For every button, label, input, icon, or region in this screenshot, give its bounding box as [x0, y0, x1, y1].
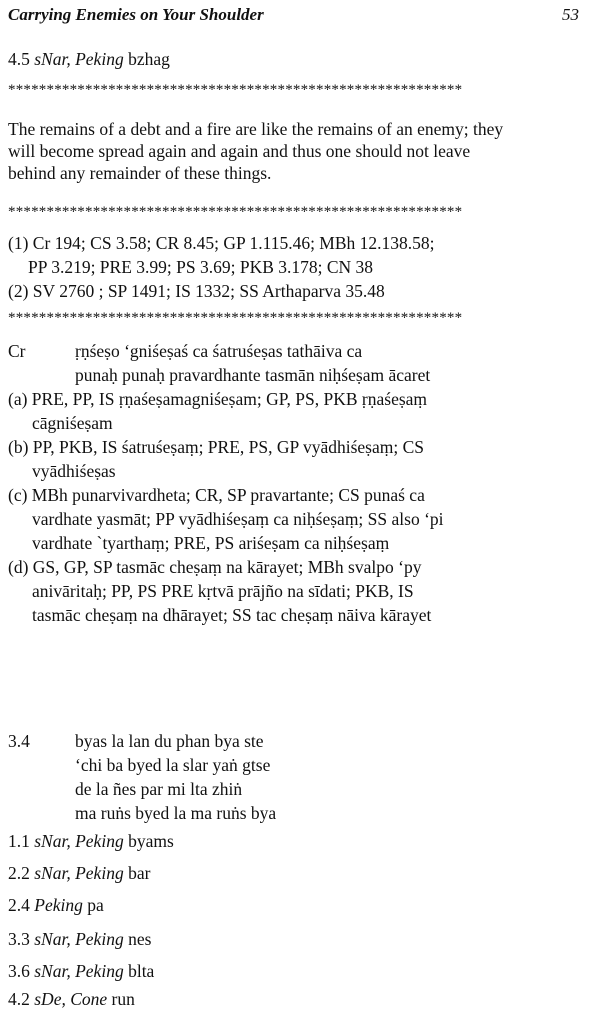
- note-number: 4.2: [8, 989, 30, 1009]
- tibetan-verse-line: ma ruṅs byed la ma ruṅs bya: [75, 803, 277, 823]
- variant-note: [8, 960, 154, 982]
- sanskrit-variant-line: vardhate yasmāt; PP vyādhiśeṣaṃ ca niḥśeṣaṃ; SS also ‘pi: [32, 509, 444, 529]
- sanskrit-variant-line: anivāritaḥ; PP, PS PRE kṛtvā prājño na sīdati; PKB, IS: [32, 581, 414, 601]
- sanskrit-source-label: Cr: [8, 341, 26, 361]
- note-value: bar: [128, 863, 151, 883]
- translation-line: behind any remainder of these things.: [8, 163, 272, 183]
- variant-note: [8, 894, 104, 916]
- sanskrit-variant-line: (c) MBh punarvivardheta; CR, SP pravartante; CS punaś ca: [8, 485, 425, 505]
- tibetan-verse-line: ‘chi ba byed la slar yaṅ gtse: [75, 755, 271, 775]
- note-value: byams: [128, 831, 174, 851]
- note-value: nes: [128, 929, 152, 949]
- sanskrit-variant-line: vardhate `tyarthaṃ; PRE, PS ariśeṣam ca niḥśeṣaṃ: [32, 533, 390, 553]
- running-header-title: Carrying Enemies on Your Shoulder: [8, 5, 264, 24]
- star-divider: ***********************************************************: [8, 82, 463, 98]
- page-number: 53: [562, 5, 579, 24]
- star-divider: ***********************************************************: [8, 310, 463, 326]
- note-source: sNar, Peking: [34, 863, 124, 883]
- note-number: 2.4: [8, 895, 30, 915]
- note-number: 1.1: [8, 831, 30, 851]
- reference-line: (1) Cr 194; CS 3.58; CR 8.45; GP 1.115.46; MBh 12.138.58;: [8, 233, 435, 253]
- note-number: 2.2: [8, 863, 30, 883]
- translation-line: The remains of a debt and a fire are like the remains of an enemy; they: [8, 119, 504, 139]
- note-value: run: [111, 989, 135, 1009]
- note-source: sNar, Peking: [34, 831, 124, 851]
- sanskrit-variant-line: (b) PP, PKB, IS śatruśeṣaṃ; PRE, PS, GP vyādhiśeṣaṃ; CS: [8, 437, 425, 457]
- tibetan-verse-line: de la ñes par mi lta zhiṅ: [75, 779, 243, 799]
- sanskrit-variant-line: tasmāc cheṣaṃ na dhārayet; SS tac cheṣaṃ nāiva kārayet: [32, 605, 432, 625]
- sanskrit-variant-line: (a) PRE, PP, IS ṛṇaśeṣamagniśeṣam; GP, PS, PKB ṛṇaśeṣaṃ: [8, 389, 428, 409]
- variant-note: [8, 830, 174, 852]
- tibetan-verse-label: 3.4: [8, 731, 30, 751]
- sanskrit-verse-line: punaḥ punaḥ pravardhante tasmān niḥśeṣam ācaret: [75, 365, 431, 385]
- note-source: sDe, Cone: [34, 989, 108, 1009]
- variant-note: [8, 862, 150, 884]
- tibetan-verse-line: byas la lan du phan bya ste: [75, 731, 264, 751]
- note-number: 4.5: [8, 49, 30, 69]
- note-source: Peking: [34, 895, 83, 915]
- sanskrit-variant-line: cāgniśeṣam: [32, 413, 113, 433]
- variant-note: [8, 48, 170, 70]
- translation-paragraph: [8, 118, 598, 184]
- note-value: bzhag: [128, 49, 170, 69]
- sanskrit-variant-line: vyādhiśeṣas: [32, 461, 116, 481]
- sanskrit-verse-line: ṛṇśeṣo ‘gniśeṣaś ca śatruśeṣas tathāiva ca: [75, 341, 363, 361]
- reference-line: (2) SV 2760 ; SP 1491; IS 1332; SS Arthaparva 35.48: [8, 281, 385, 301]
- note-value: pa: [87, 895, 104, 915]
- note-source: sNar, Peking: [34, 961, 124, 981]
- note-source: sNar, Peking: [34, 929, 124, 949]
- reference-line: PP 3.219; PRE 3.99; PS 3.69; PKB 3.178; CN 38: [28, 257, 374, 277]
- note-number: 3.3: [8, 929, 30, 949]
- note-value: blta: [128, 961, 155, 981]
- note-source: sNar, Peking: [34, 49, 124, 69]
- variant-note: [8, 988, 135, 1010]
- variant-note: [8, 928, 151, 950]
- translation-line: will become spread again and again and thus one should not leave: [8, 141, 471, 161]
- star-divider: ***********************************************************: [8, 204, 463, 220]
- note-number: 3.6: [8, 961, 30, 981]
- sanskrit-variant-line: (d) GS, GP, SP tasmāc cheṣaṃ na kārayet; MBh svalpo ‘py: [8, 557, 422, 577]
